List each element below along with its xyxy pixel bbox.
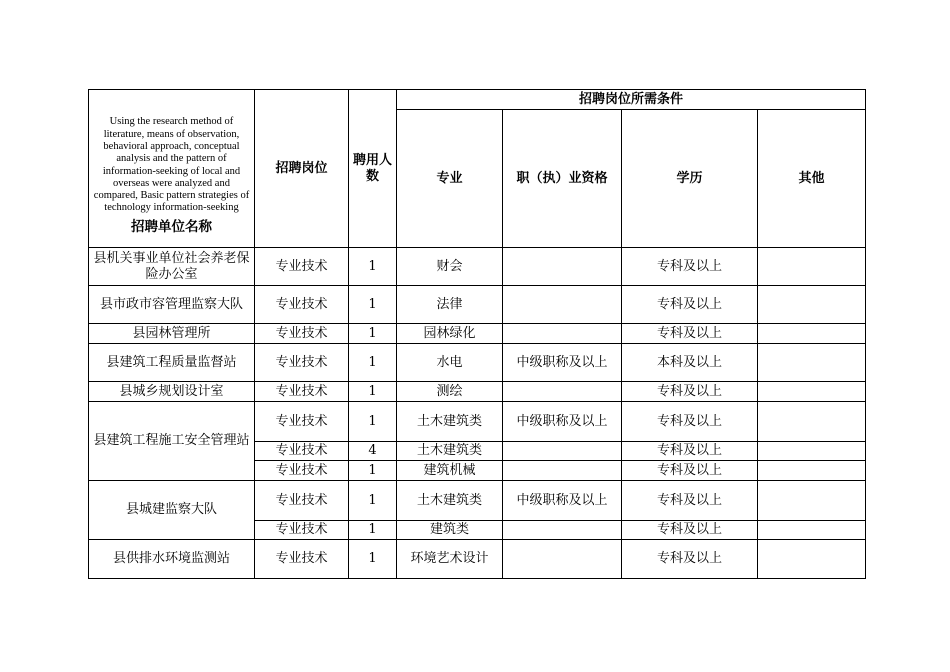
major-cell: 园林绿化 (397, 324, 503, 344)
unit-cell: 县城乡规划设计室 (89, 382, 255, 402)
major-cell: 财会 (397, 248, 503, 286)
qualification-cell (503, 382, 622, 402)
unit-cell: 县市政市容管理监察大队 (89, 286, 255, 324)
count-cell: 1 (349, 344, 397, 382)
major-cell: 水电 (397, 344, 503, 382)
position-cell: 专业技术 (255, 402, 349, 442)
count-cell: 1 (349, 540, 397, 579)
position-cell: 专业技术 (255, 382, 349, 402)
education-cell: 专科及以上 (622, 402, 758, 442)
header-qualification: 职（执）业资格 (503, 110, 622, 248)
education-cell: 专科及以上 (622, 461, 758, 481)
qualification-cell (503, 461, 622, 481)
qualification-cell: 中级职称及以上 (503, 344, 622, 382)
qualification-cell (503, 286, 622, 324)
header-other: 其他 (758, 110, 866, 248)
education-cell: 专科及以上 (622, 382, 758, 402)
table-row (89, 286, 866, 324)
position-cell: 专业技术 (255, 521, 349, 540)
major-cell: 环境艺术设计 (397, 540, 503, 579)
header-conditions: 招聘岗位所需条件 (397, 90, 866, 110)
major-cell: 土木建筑类 (397, 442, 503, 461)
other-cell (758, 382, 866, 402)
education-cell: 专科及以上 (622, 324, 758, 344)
qualification-cell: 中级职称及以上 (503, 402, 622, 442)
count-cell: 1 (349, 461, 397, 481)
table-row (89, 324, 866, 344)
header-count: 聘用人数 (349, 90, 397, 248)
count-cell: 1 (349, 324, 397, 344)
education-cell: 专科及以上 (622, 521, 758, 540)
count-cell: 1 (349, 402, 397, 442)
unit-cell: 县机关事业单位社会养老保险办公室 (89, 248, 255, 286)
qualification-cell (503, 540, 622, 579)
other-cell (758, 402, 866, 442)
major-cell: 建筑类 (397, 521, 503, 540)
other-cell (758, 286, 866, 324)
education-cell: 专科及以上 (622, 248, 758, 286)
header-row-1 (89, 90, 866, 110)
count-cell: 1 (349, 382, 397, 402)
table-row (89, 402, 866, 442)
position-cell: 专业技术 (255, 324, 349, 344)
major-cell: 土木建筑类 (397, 481, 503, 521)
position-cell: 专业技术 (255, 481, 349, 521)
header-unit-note: Using the research method of literature, means of observation, behavioral approach, conceptual analysis and the pattern of information-seeking of local and overseas were analyzed and compared, Basic pattern strategies of technology information-seeking (93, 116, 250, 214)
unit-cell: 县城建监察大队 (89, 481, 255, 540)
other-cell (758, 344, 866, 382)
recruitment-table (88, 89, 866, 579)
position-cell: 专业技术 (255, 344, 349, 382)
position-cell: 专业技术 (255, 286, 349, 324)
qualification-cell (503, 521, 622, 540)
qualification-cell (503, 442, 622, 461)
other-cell (758, 324, 866, 344)
other-cell (758, 442, 866, 461)
major-cell: 法律 (397, 286, 503, 324)
major-cell: 测绘 (397, 382, 503, 402)
count-cell: 1 (349, 521, 397, 540)
table-row (89, 481, 866, 521)
other-cell (758, 540, 866, 579)
unit-cell: 县供排水环境监测站 (89, 540, 255, 579)
header-position: 招聘岗位 (255, 90, 349, 248)
header-unit-name (89, 90, 255, 248)
count-cell: 1 (349, 286, 397, 324)
education-cell: 专科及以上 (622, 540, 758, 579)
qualification-cell (503, 248, 622, 286)
header-education: 学历 (622, 110, 758, 248)
position-cell: 专业技术 (255, 461, 349, 481)
unit-cell: 县建筑工程质量监督站 (89, 344, 255, 382)
position-cell: 专业技术 (255, 248, 349, 286)
table-row (89, 344, 866, 382)
major-cell: 建筑机械 (397, 461, 503, 481)
count-cell: 1 (349, 481, 397, 521)
count-cell: 4 (349, 442, 397, 461)
qualification-cell: 中级职称及以上 (503, 481, 622, 521)
other-cell (758, 481, 866, 521)
unit-cell: 县建筑工程施工安全管理站 (89, 402, 255, 481)
qualification-cell (503, 324, 622, 344)
education-cell: 专科及以上 (622, 286, 758, 324)
other-cell (758, 461, 866, 481)
education-cell: 专科及以上 (622, 481, 758, 521)
position-cell: 专业技术 (255, 540, 349, 579)
unit-cell: 县园林管理所 (89, 324, 255, 344)
table-row (89, 540, 866, 579)
other-cell (758, 521, 866, 540)
count-cell: 1 (349, 248, 397, 286)
education-cell: 本科及以上 (622, 344, 758, 382)
header-major: 专业 (397, 110, 503, 248)
header-unit-label: 招聘单位名称 (131, 218, 212, 235)
other-cell (758, 248, 866, 286)
major-cell: 土木建筑类 (397, 402, 503, 442)
table-row (89, 248, 866, 286)
position-cell: 专业技术 (255, 442, 349, 461)
table-row (89, 382, 866, 402)
education-cell: 专科及以上 (622, 442, 758, 461)
